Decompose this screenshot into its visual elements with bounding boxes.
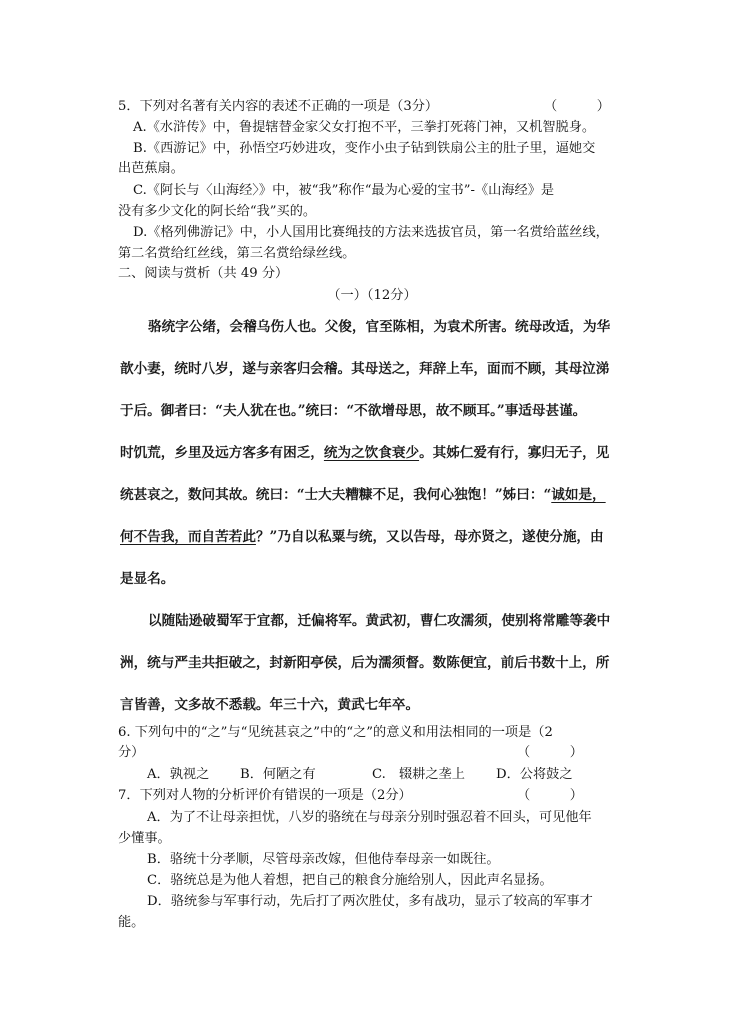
q5-option-b-line1: B.《西游记》中，孙悟空巧妙进攻，变作小虫子钻到铁扇公主的肚子里，逼她交 — [133, 141, 596, 156]
passage-line-5-text-a: 统甚哀之，数问其故。统曰：“士大夫糟糠不足，我何心独饱！”姊曰：“ — [120, 487, 552, 503]
q6-option-a: A．孰视之 — [147, 767, 210, 782]
q6-stem-line1: 6. 下列句中的“之”与“见统甚哀之”中的“之”的意义和用法相同的一项是（2 — [118, 725, 553, 740]
passage-line-7: 是显名。 — [120, 571, 175, 587]
q7-option-b: B．骆统十分孝顺，尽管母亲改嫁，但他侍奉母亲一如既往。 — [147, 852, 500, 867]
underlined-phrase-2a: 诚如是， — [551, 487, 606, 503]
passage-line-10: 言皆善，文多故不悉载。年三十六，黄武七年卒。 — [120, 697, 420, 713]
passage-line-6-text-b: ？”乃自以私粟与统，又以告母，母亦贤之，遂使分施，由 — [255, 529, 604, 545]
q5-option-d-line1: D.《格列佛游记》中，小人国用比赛绳技的方法来选拔官员，第一名赏给蓝丝线， — [133, 225, 609, 240]
q7-option-a-line1: A．为了不让母亲担忧，八岁的骆统在与母亲分别时强忍着不回头，可见他年 — [147, 810, 592, 825]
q7-option-c: C．骆统总是为他人着想，把自己的粮食分施给别人，因此声名显扬。 — [147, 873, 553, 888]
q5-option-d-line2: 第二名赏给红丝线，第三名赏给绿丝线。 — [118, 246, 356, 261]
q5-option-b-line2: 出芭蕉扇。 — [118, 161, 184, 176]
passage-line-8: 以随陆逊破蜀军于宜都，迁偏将军。黄武初，曹仁攻濡须，使别将常雕等袭中 — [148, 613, 611, 629]
passage-line-3: 于后。御者曰：“夫人犹在也。”统曰：“不欲增母思，故不顾耳。”事适母甚谨。 — [120, 403, 587, 419]
q7-option-d-line1: D．骆统参与军事行动，先后打了两次胜仗，多有战功，显示了较高的军事才 — [147, 894, 593, 909]
q7-stem: 7．下列对人物的分析评价有错误的一项是（2分） — [118, 788, 412, 803]
q6-option-b: B．何陋之有 — [240, 767, 316, 782]
passage-line-4-text-b: 。其姊仁爱有行，寡归无子，见 — [419, 445, 610, 461]
section-2-title: 二、阅读与赏析（共 49 分） — [118, 266, 289, 281]
passage-line-9: 洲，统与严圭共拒破之，封新阳亭侯，后为濡须督。数陈便宜，前后书数十上，所 — [120, 655, 610, 671]
q5-option-a: A.《水浒传》中，鲁提辖替金家父女打抱不平，三拳打死蒋门神，又机智脱身。 — [133, 120, 596, 135]
q5-stem: 5．下列对名著有关内容的表述不正确的一项是（3分） — [118, 99, 439, 114]
underlined-phrase-2b: 何不告我，而自苦若此 — [120, 529, 256, 545]
q7-option-d-line2: 能。 — [118, 915, 145, 930]
q6-answer-blank: （ ） — [517, 745, 583, 760]
passage-line-5 — [120, 486, 606, 504]
passage-line-1: 骆统字公绪，会稽乌伤人也。父俊，官至陈相，为袁术所害。统母改适，为华 — [148, 319, 611, 335]
passage-line-4-text-a: 时饥荒，乡里及远方客多有困乏， — [120, 445, 324, 461]
q7-answer-blank: （ ） — [517, 788, 583, 803]
q5-option-c-line1: C.《阿长与〈山海经〉》中，被“我”称作“最为心爱的宝书”-《山海经》是 — [133, 183, 555, 198]
q5-option-c-line2: 没有多少文化的阿长给“我”买的。 — [118, 204, 317, 219]
q5-answer-blank: （ ） — [544, 99, 610, 114]
passage-line-4 — [120, 444, 609, 462]
q6-option-c: C. 辍耕之垄上 — [372, 767, 465, 782]
q6-stem-line2: 分） — [118, 745, 145, 760]
passage-line-6 — [120, 528, 604, 546]
underlined-phrase-1: 统为之饮食衰少 — [323, 445, 420, 461]
q7-option-a-line2: 少懂事。 — [118, 831, 171, 846]
part-1-heading: （一）（12分） — [327, 288, 417, 303]
passage-line-2: 歆小妻，统时八岁，遂与亲客归会稽。其母送之，拜辞上车，面而不顾，其母泣涕 — [120, 361, 610, 377]
q6-option-d: D．公将鼓之 — [496, 767, 573, 782]
